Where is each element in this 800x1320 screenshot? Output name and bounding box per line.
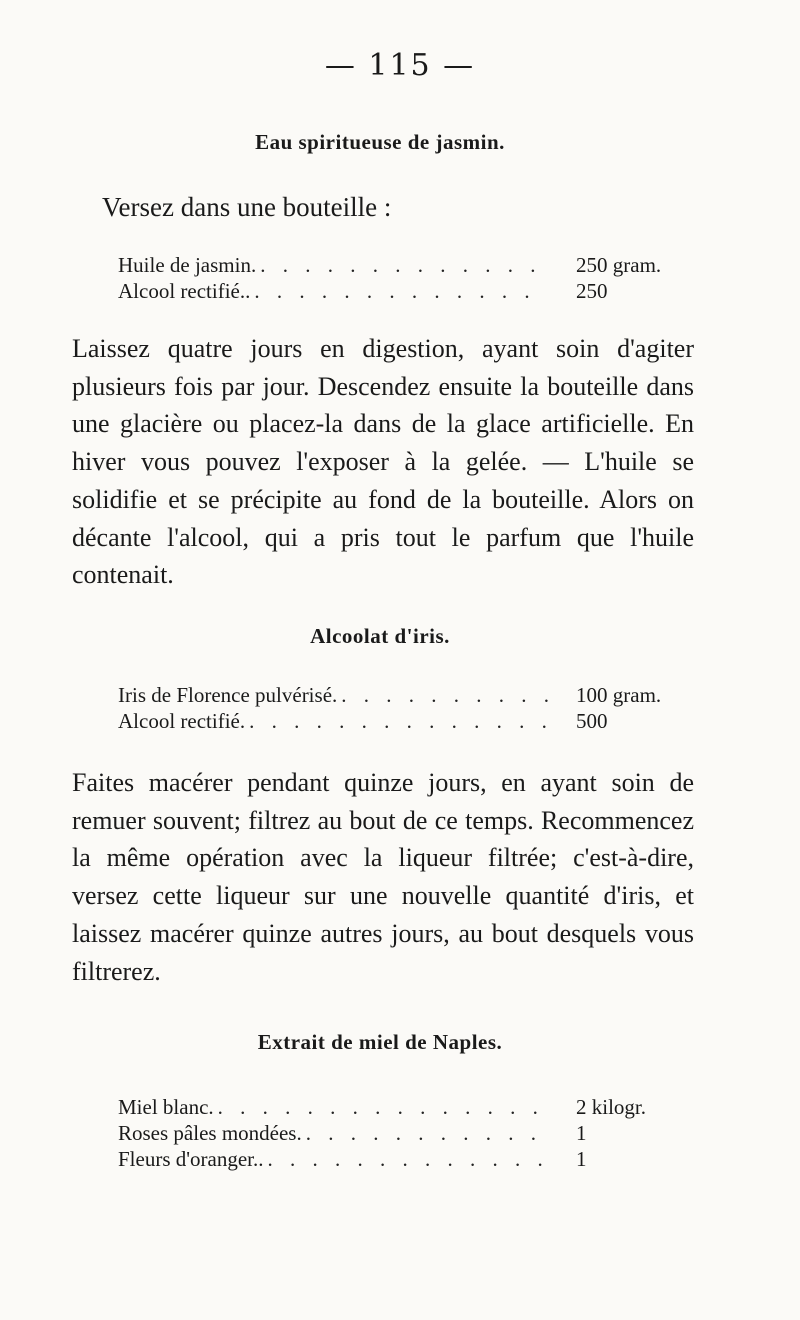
section-title-jasmin: Eau spiritueuse de jasmin. — [255, 130, 505, 154]
ingredient-row — [118, 252, 678, 278]
ingredient-quantity: 250 gram. — [576, 253, 662, 277]
ingredient-list-iris — [118, 682, 678, 734]
ingredient-name: Fleurs d'oranger.. — [118, 1147, 264, 1171]
instruction-paragraph-jasmin: Laissez quatre jours en digestion, ayant soin d'agiter plusieurs fois par jour. Descendez ensuite la bouteille dans une glacière ou placez-la dans de la glace artificielle. En hiver vous pouvez l'exposer à la gelée. — L'huile se solidifie et se précipite au fond de la bouteille. Alors on décante l'alcool, qui a pris tout le parfum que l'huile contenait. — [72, 334, 694, 590]
ingredient-name: Iris de Florence pulvérisé. — [118, 683, 338, 707]
ingredient-quantity: 500 — [576, 709, 608, 733]
ingredient-name: Roses pâles mondées. — [118, 1121, 302, 1145]
ingredient-name: Alcool rectifié.. — [118, 279, 251, 303]
dot-leader — [245, 708, 548, 734]
dot-leader — [302, 1120, 548, 1146]
dot-leader — [214, 1094, 548, 1120]
ingredient-quantity: 1 — [576, 1147, 587, 1171]
section-title-iris: Alcoolat d'iris. — [310, 624, 450, 648]
ingredient-name: Alcool rectifié. — [118, 709, 246, 733]
dot-leader — [337, 682, 548, 708]
ingredient-row — [118, 682, 678, 708]
dot-leader — [256, 252, 548, 278]
recipe-intro: Versez dans une bouteille : — [102, 192, 392, 222]
page-number: — 115 — — [324, 48, 476, 83]
ingredient-list-miel — [118, 1094, 678, 1172]
ingredient-quantity: 2 kilogr. — [576, 1095, 647, 1119]
ingredient-row — [118, 1120, 678, 1146]
section-title-miel: Extrait de miel de Naples. — [257, 1030, 503, 1054]
instruction-paragraph-iris: Faites macérer pendant quinze jours, en ayant soin de remuer souvent; filtrez au bout de ce temps. Recommencez la même opération avec la liqueur filtrée; c'est-à-dire, versez cette liqueur sur une nouvelle quantité d'iris, et laissez macérer quinze autres jours, au bout desquels vous filtrerez. — [72, 768, 694, 986]
ingredient-row — [118, 708, 678, 734]
ingredient-quantity: 1 — [576, 1121, 587, 1145]
dot-leader — [264, 1146, 548, 1172]
ingredient-quantity: 100 gram. — [576, 683, 662, 707]
ingredient-list-jasmin — [118, 252, 678, 304]
ingredient-row — [118, 278, 678, 304]
dot-leader — [250, 278, 548, 304]
ingredient-row — [118, 1146, 678, 1172]
ingredient-name: Huile de jasmin. — [118, 253, 257, 277]
ingredient-quantity: 250 — [576, 279, 608, 303]
ingredient-name: Miel blanc. — [118, 1095, 214, 1119]
ingredient-row — [118, 1094, 678, 1120]
